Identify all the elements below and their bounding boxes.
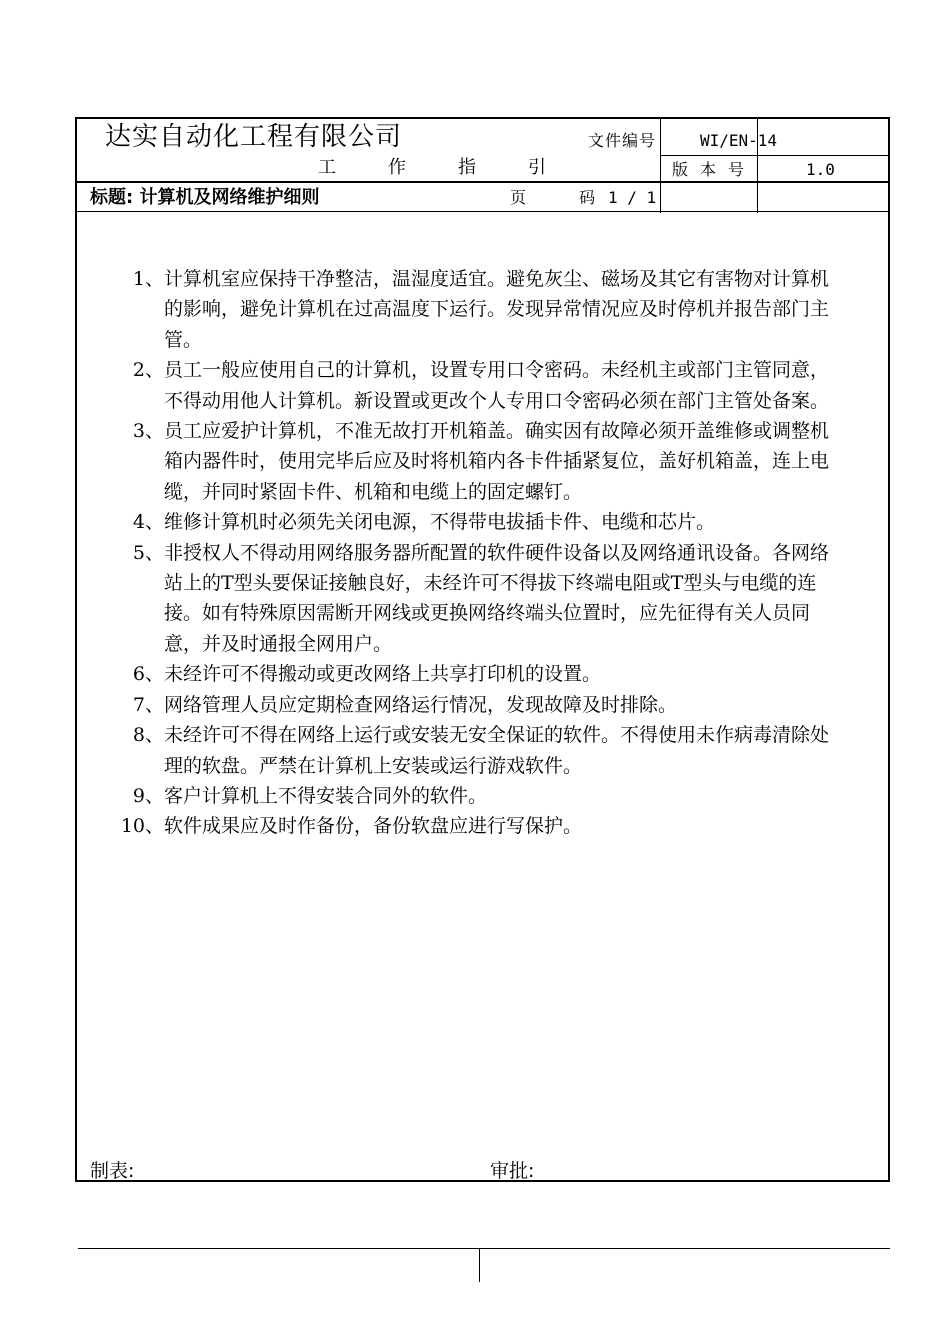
list-item: 2、 员工一般应使用自己的计算机，设置专用口令密码。未经机主或部门主管同意，不得动用他人计算机。新设置或更改个人专用口令密码必须在部门主管处备案。 <box>132 359 830 412</box>
list-item: 10、 软件成果应及时作备份，备份软盘应进行写保护。 <box>120 815 583 838</box>
header-divider-2 <box>75 181 890 183</box>
list-item: 1、 计算机室应保持干净整洁，温湿度适宜。避免灰尘、磁场及其它有害物对计算机的影响，避免计算机在过高温度下运行。发现异常情况应及时停机并报告部门主管。 <box>132 268 830 351</box>
page-label: 页 码 <box>510 188 620 207</box>
list-item: 3、 员工应爱护计算机，不准无故打开机箱盖。确实因有故障必须开盖维修或调整机箱内器件时，使用完毕后应及时将机箱内各卡件插紧复位，盖好机箱盖，连上电缆，并同时紧固卡件、机箱和电缆上的固定螺钉。 <box>132 420 830 503</box>
header-divider-3 <box>75 211 890 212</box>
bottom-rule-tick <box>479 1248 480 1282</box>
list-item: 8、 未经许可不得在网络上运行或安装无安全保证的软件。不得使用未作病毒清除处理的软盘。严禁在计算机上安装或运行游戏软件。 <box>132 724 830 777</box>
rules-list <box>110 264 840 842</box>
header-divider-1 <box>660 155 890 156</box>
doc-type: 工作指引 <box>318 157 598 178</box>
prepared-by-label: 制表: <box>90 1160 135 1182</box>
version-label: 版本号 <box>672 160 757 179</box>
version-value: 1.0 <box>806 160 835 179</box>
list-item: 7、 网络管理人员应定期检查网络运行情况，发现故障及时排除。 <box>132 693 678 716</box>
doc-no-value: WI/EN-14 <box>700 131 778 150</box>
approved-by-label: 审批: <box>490 1160 535 1182</box>
list-item: 9、 客户计算机上不得安装合同外的软件。 <box>132 784 488 807</box>
document-title: 标题: 计算机及网络维护细则 <box>90 187 320 208</box>
list-item: 5、 非授权人不得动用网络服务器所配置的软件硬件设备以及网络通讯设备。各网络站上的T型头要保证接触良好，未经许可不得拔下终端电阻或T型头与电缆的连接。如有特殊原因需断开网线或更换网络终端头位置时，应先征得有关人员同意，并及时通报全网用户。 <box>132 541 830 655</box>
bottom-rule <box>78 1248 890 1249</box>
doc-no-label: 文件编号 <box>588 131 657 150</box>
header-vline-1 <box>660 117 661 213</box>
page-value: 1 / 1 <box>608 188 657 207</box>
company-name: 达实自动化工程有限公司 <box>105 122 403 152</box>
list-item: 4、 维修计算机时必须先关闭电源，不得带电拔插卡件、电缆和芯片。 <box>132 511 716 534</box>
list-item: 6、 未经许可不得搬动或更改网络上共享打印机的设置。 <box>132 663 602 686</box>
